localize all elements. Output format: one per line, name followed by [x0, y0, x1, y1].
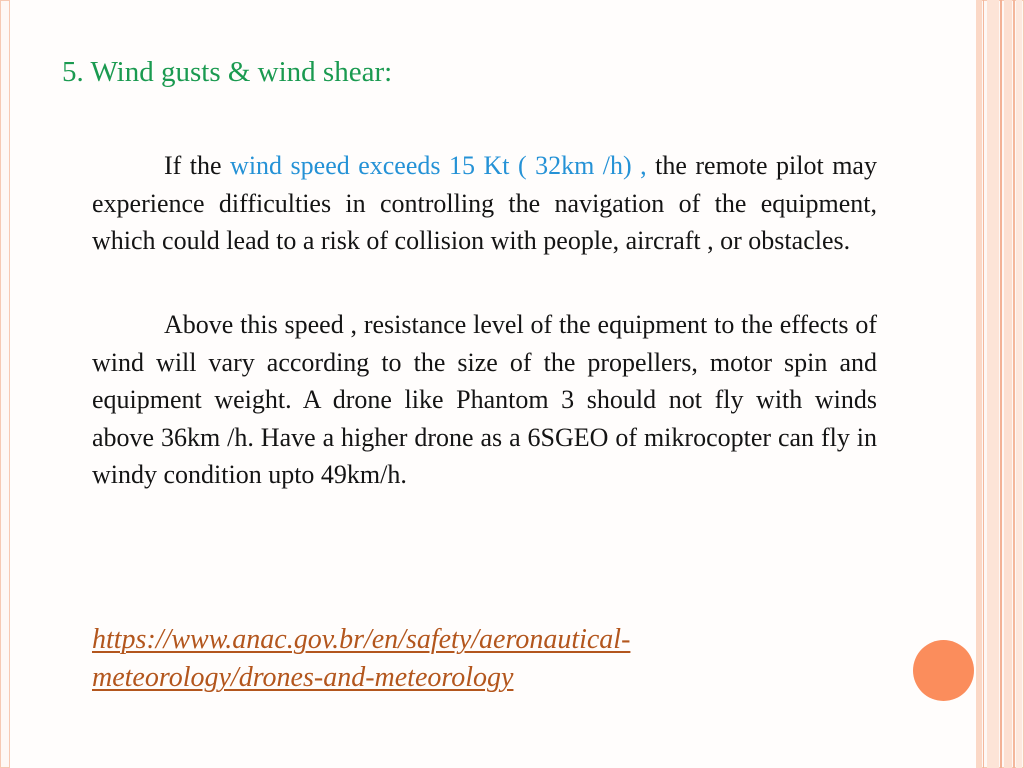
- slide-heading: 5. Wind gusts & wind shear:: [62, 56, 393, 88]
- decorative-stripe: [1000, 0, 1002, 768]
- paragraph-lead: If the: [164, 151, 231, 180]
- decorative-stripe: [1013, 0, 1015, 768]
- decorative-stripe: [976, 0, 982, 768]
- decorative-stripe: [987, 0, 999, 768]
- source-link-line-1[interactable]: https://www.anac.gov.br/en/safety/aeronautical-: [92, 624, 631, 655]
- decorative-stripe: [983, 0, 984, 768]
- accent-circle: [913, 640, 974, 701]
- paragraph-text: Above this speed , resistance level of the equipment to the effects of wind will vary according to the size of the propellers, motor spin and equipment weight. A drone like Phantom 3 should not fly with winds above 36km /h. Have a higher drone as a 6SGEO of mikrocopter can fly in windy condition upto 49km/h.: [92, 310, 877, 490]
- decorative-stripe: [1004, 0, 1012, 768]
- source-link-line-2[interactable]: meteorology/drones-and-meteorology: [92, 662, 514, 693]
- decorative-stripe: [1016, 0, 1022, 768]
- paragraph-resistance: [92, 306, 877, 494]
- source-link[interactable]: [92, 621, 892, 697]
- paragraph-rest: the remote pilot may experience difficulties in controlling the navigation of the equipment, which could lead to a risk of collision with people, aircraft , or obstacles.: [92, 151, 877, 256]
- paragraph-wind-speed: [92, 147, 877, 260]
- highlighted-phrase: wind speed exceeds 15 Kt ( 32km /h) ,: [230, 151, 647, 180]
